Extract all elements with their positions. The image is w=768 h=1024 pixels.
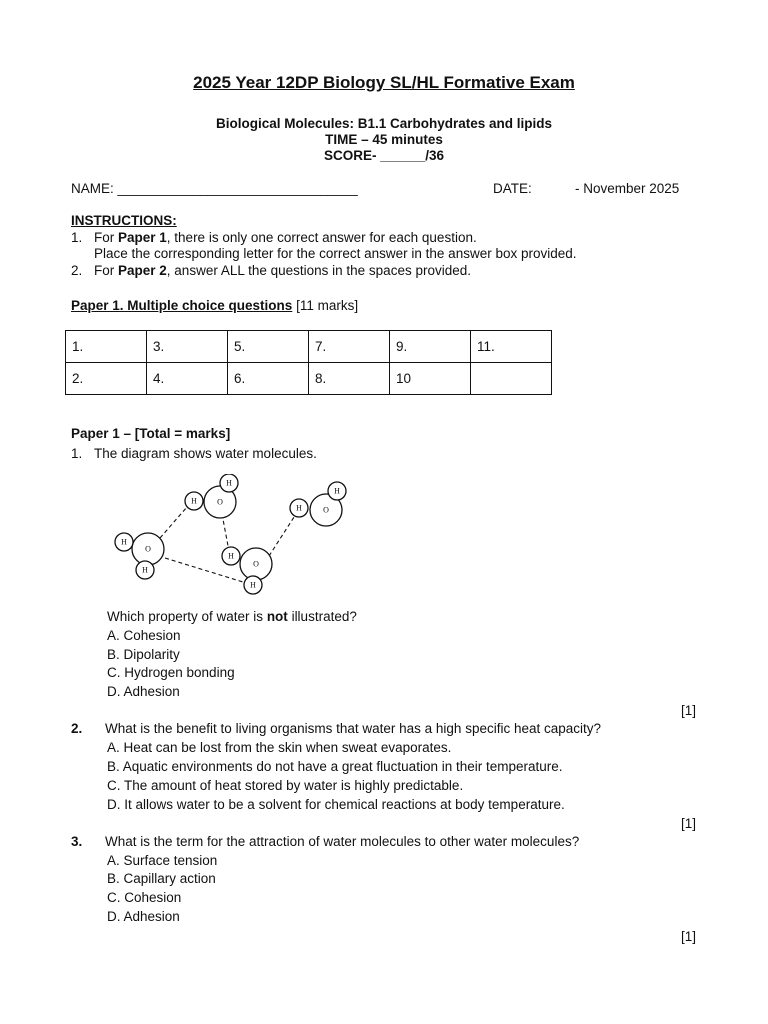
exam-score: SCORE- ______/36 xyxy=(323,148,445,163)
q3-option-a: A. Surface tension xyxy=(107,853,218,868)
instruction-1 xyxy=(94,230,477,245)
paper1-marks: [11 marks] xyxy=(292,298,359,313)
instruction-1-post: , there is only one correct answer for each question. xyxy=(166,230,477,245)
q3-option-c: C. Cohesion xyxy=(107,890,182,905)
q2-option-a: A. Heat can be lost from the skin when sweat evaporates. xyxy=(107,740,452,755)
paper1-heading xyxy=(71,298,358,313)
instruction-1-number: 1. xyxy=(71,230,83,245)
instruction-2-bold: Paper 2 xyxy=(118,263,167,278)
exam-time: TIME – 45 minutes xyxy=(325,132,443,147)
answer-box[interactable]: 4. xyxy=(147,363,228,395)
answer-box[interactable]: 7. xyxy=(309,331,390,363)
date-label: DATE: xyxy=(493,181,532,196)
answer-box[interactable]: 3. xyxy=(147,331,228,363)
instruction-1-bold: Paper 1 xyxy=(118,230,167,245)
q1-mark: [1] xyxy=(680,703,696,718)
answer-box[interactable]: 8. xyxy=(309,363,390,395)
instruction-2-number: 2. xyxy=(71,263,83,278)
answer-box[interactable] xyxy=(471,363,552,395)
hydrogen-label: H xyxy=(334,486,340,496)
q2-option-c: C. The amount of heat stored by water is highly predictable. xyxy=(107,778,464,793)
hydrogen-label: H xyxy=(226,478,232,488)
q1-number: 1. xyxy=(71,446,83,461)
hydrogen-bond-line xyxy=(160,507,187,538)
hydrogen-label: H xyxy=(250,580,256,590)
hydrogen-bond-line xyxy=(222,514,229,551)
answer-box[interactable]: 5. xyxy=(228,331,309,363)
hydrogen-bond-line xyxy=(269,514,296,556)
hydrogen-label: H xyxy=(142,565,148,575)
q1-option-d: D. Adhesion xyxy=(107,684,180,699)
name-line: ________________________________ xyxy=(117,181,358,196)
hydrogen-label: H xyxy=(296,503,302,513)
answer-grid-row xyxy=(66,363,552,395)
q1-prompt-bold: not xyxy=(266,609,288,624)
instructions-heading: INSTRUCTIONS: xyxy=(71,213,177,228)
name-label: NAME: xyxy=(71,181,114,196)
hydrogen-label: H xyxy=(228,551,234,561)
oxygen-label: O xyxy=(323,505,329,515)
q1-option-c: C. Hydrogen bonding xyxy=(107,665,235,680)
q3-option-d: D. Adhesion xyxy=(107,909,180,924)
instruction-2-pre: For xyxy=(94,263,119,278)
exam-title: 2025 Year 12DP Biology SL/HL Formative Exam xyxy=(193,73,575,92)
q3-option-b: B. Capillary action xyxy=(107,871,216,886)
instruction-2-post: , answer ALL the questions in the spaces provided. xyxy=(166,263,471,278)
water-molecules-diagram xyxy=(110,474,360,598)
paper1-total: Paper 1 – [Total = marks] xyxy=(71,426,231,441)
oxygen-label: O xyxy=(217,497,223,507)
q1-prompt-pre: Which property of water is xyxy=(107,609,267,624)
paper1-heading-text: Paper 1. Multiple choice questions xyxy=(71,298,293,313)
q1-stem: The diagram shows water molecules. xyxy=(94,446,317,461)
q1-option-b: B. Dipolarity xyxy=(107,647,180,662)
q3-number: 3. xyxy=(71,834,83,849)
q3-stem: What is the term for the attraction of water molecules to other water molecules? xyxy=(105,834,580,849)
q3-mark: [1] xyxy=(680,929,696,944)
hydrogen-label: H xyxy=(191,496,197,506)
answer-grid-row xyxy=(66,331,552,363)
answer-box[interactable]: 6. xyxy=(228,363,309,395)
instruction-1-pre: For xyxy=(94,230,119,245)
q2-number: 2. xyxy=(71,721,83,736)
q1-prompt xyxy=(107,609,357,624)
answer-box[interactable]: 2. xyxy=(66,363,147,395)
q1-option-a: A. Cohesion xyxy=(107,628,181,643)
answer-box[interactable]: 11. xyxy=(471,331,552,363)
oxygen-label: O xyxy=(253,559,259,569)
answer-box[interactable]: 9. xyxy=(390,331,471,363)
q1-prompt-post: illustrated? xyxy=(287,609,357,624)
q2-stem: What is the benefit to living organisms that water has a high specific heat capacity? xyxy=(105,721,602,736)
oxygen-label: O xyxy=(145,544,151,554)
date-value: - November 2025 xyxy=(575,181,680,196)
exam-topic: Biological Molecules: B1.1 Carbohydrates and lipids xyxy=(215,116,553,131)
answer-grid xyxy=(65,330,552,395)
answer-box[interactable]: 1. xyxy=(66,331,147,363)
answer-box[interactable]: 10 xyxy=(390,363,471,395)
name-field[interactable] xyxy=(71,181,358,196)
hydrogen-label: H xyxy=(121,537,127,547)
q2-mark: [1] xyxy=(680,816,696,831)
instruction-1-line2: Place the corresponding letter for the correct answer in the answer box provided. xyxy=(94,246,577,261)
q2-option-b: B. Aquatic environments do not have a great fluctuation in their temperature. xyxy=(107,759,563,774)
instruction-2 xyxy=(94,263,471,278)
q2-option-d: D. It allows water to be a solvent for chemical reactions at body temperature. xyxy=(107,797,565,812)
